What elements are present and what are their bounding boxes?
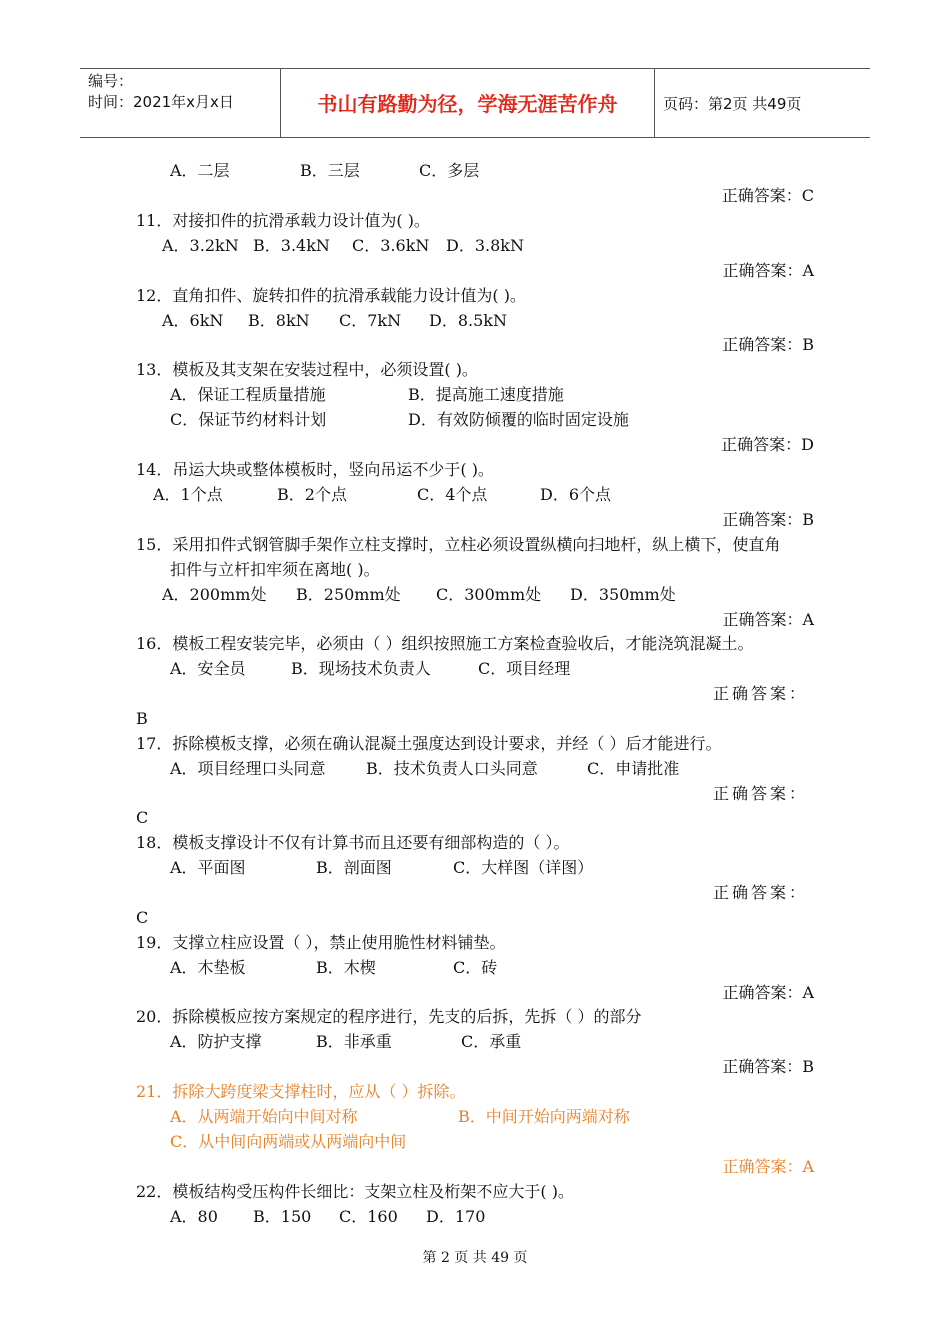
option: A．二层 — [170, 161, 230, 180]
option: A．从两端开始向中间对称 — [170, 1107, 358, 1126]
header-motto: 书山有路勤为径，学海无涯苦作舟 — [317, 92, 618, 116]
answer: 正确答案： — [712, 784, 808, 803]
option: C．砖 — [453, 958, 498, 977]
option: C．从中间向两端或从两端向中间 — [170, 1132, 407, 1151]
answer: 正确答案：B — [722, 1057, 814, 1076]
time-label: 时间：2021年x月x日 — [88, 93, 234, 111]
option: B．木楔 — [316, 958, 376, 977]
option: C．承重 — [461, 1032, 522, 1051]
option: C．4个点 — [417, 485, 488, 504]
answer-letter: B — [136, 709, 148, 728]
option: B．技术负责人口头同意 — [366, 759, 538, 778]
question-stem: 13．模板及其支架在安装过程中，必须设置( )。 — [136, 360, 478, 379]
question-stem: 20．拆除模板应按方案规定的程序进行，先支的后拆，先拆（ ）的部分 — [136, 1007, 642, 1026]
page-header — [80, 68, 870, 138]
answer: 正确答案：A — [722, 261, 814, 280]
option: C．3.6kN — [352, 236, 430, 255]
option: D．有效防倾覆的临时固定设施 — [408, 410, 629, 429]
answer: 正确答案：A — [722, 983, 814, 1002]
question-stem: 11．对接扣件的抗滑承载力设计值为( )。 — [136, 211, 430, 230]
option: D．8.5kN — [429, 311, 507, 330]
question-stem: 19．支撑立柱应设置（ ），禁止使用脆性材料铺垫。 — [136, 933, 506, 952]
question-stem: 21．拆除大跨度梁支撑柱时，应从（ ）拆除。 — [136, 1082, 466, 1101]
option: B．剖面图 — [316, 858, 392, 877]
option: D．350mm处 — [570, 585, 676, 604]
page-footer: 第 2 页 共 49 页 — [422, 1250, 528, 1266]
answer: 正确答案：C — [721, 186, 814, 205]
answer: 正确答案：A — [722, 1157, 814, 1176]
header-meta — [88, 71, 280, 113]
option: C．7kN — [339, 311, 402, 330]
option: C．大样图（详图） — [453, 858, 594, 877]
question-stem-continued: 扣件与立杆扣牢须在离地( )。 — [170, 560, 380, 579]
question-stem: 12．直角扣件、旋转扣件的抗滑承载能力设计值为( )。 — [136, 286, 526, 305]
option: A．80 — [170, 1207, 218, 1226]
option: A．木垫板 — [170, 958, 246, 977]
question-stem: 18．模板支撑设计不仅有计算书而且还要有细部构造的（ ）。 — [136, 833, 570, 852]
question-stem: 14．吊运大块或整体模板时，竖向吊运不少于( )。 — [136, 460, 494, 479]
option: A．防护支撑 — [170, 1032, 262, 1051]
option: C．300mm处 — [436, 585, 542, 604]
option: B．中间开始向两端对称 — [458, 1107, 630, 1126]
option: A．平面图 — [170, 858, 246, 877]
option: B．150 — [253, 1207, 312, 1226]
question-stem: 17．拆除模板支撑，必须在确认混凝土强度达到设计要求，并经（ ）后才能进行。 — [136, 734, 722, 753]
option: C．项目经理 — [478, 659, 571, 678]
option: C．160 — [339, 1207, 398, 1226]
option: D．6个点 — [540, 485, 612, 504]
option: B．2个点 — [277, 485, 347, 504]
option: B．三层 — [300, 161, 360, 180]
answer: 正确答案：B — [722, 335, 814, 354]
option: C．多层 — [419, 161, 480, 180]
answer: 正确答案： — [712, 883, 808, 902]
option: B．8kN — [248, 311, 310, 330]
question-stem: 16．模板工程安装完毕，必须由（ ）组织按照施工方案检查验收后，才能浇筑混凝土。 — [136, 634, 754, 653]
option: A．1个点 — [153, 485, 223, 504]
answer: 正确答案：B — [722, 510, 814, 529]
option: A．6kN — [162, 311, 224, 330]
answer: 正确答案：A — [722, 610, 814, 629]
header-divider — [654, 69, 655, 137]
answer-letter: C — [136, 808, 149, 827]
option: D．170 — [426, 1207, 486, 1226]
answer-letter: C — [136, 908, 149, 927]
option: A．3.2kN — [162, 236, 239, 255]
option: A．安全员 — [170, 659, 246, 678]
option: C．申请批准 — [587, 759, 680, 778]
option: A．保证工程质量措施 — [170, 385, 326, 404]
option: B．现场技术负责人 — [291, 659, 431, 678]
option: C．保证节约材料计划 — [170, 410, 327, 429]
option: A．200mm处 — [162, 585, 267, 604]
option: B．提高施工速度措施 — [408, 385, 564, 404]
option: B．250mm处 — [296, 585, 401, 604]
option: B．非承重 — [316, 1032, 392, 1051]
number-label: 编号： — [88, 72, 134, 90]
option: B．3.4kN — [253, 236, 330, 255]
option: D．3.8kN — [446, 236, 524, 255]
answer: 正确答案： — [712, 684, 808, 703]
option: A．项目经理口头同意 — [170, 759, 326, 778]
question-stem: 15．采用扣件式钢管脚手架作立柱支撑时，立柱必须设置纵横向扫地杆，纵上横下，使直角 — [136, 535, 781, 554]
answer: 正确答案：D — [721, 435, 814, 454]
page-info: 页码：第2页 共49页 — [663, 95, 802, 113]
question-stem: 22．模板结构受压构件长细比：支架立柱及桁架不应大于( )。 — [136, 1182, 574, 1201]
